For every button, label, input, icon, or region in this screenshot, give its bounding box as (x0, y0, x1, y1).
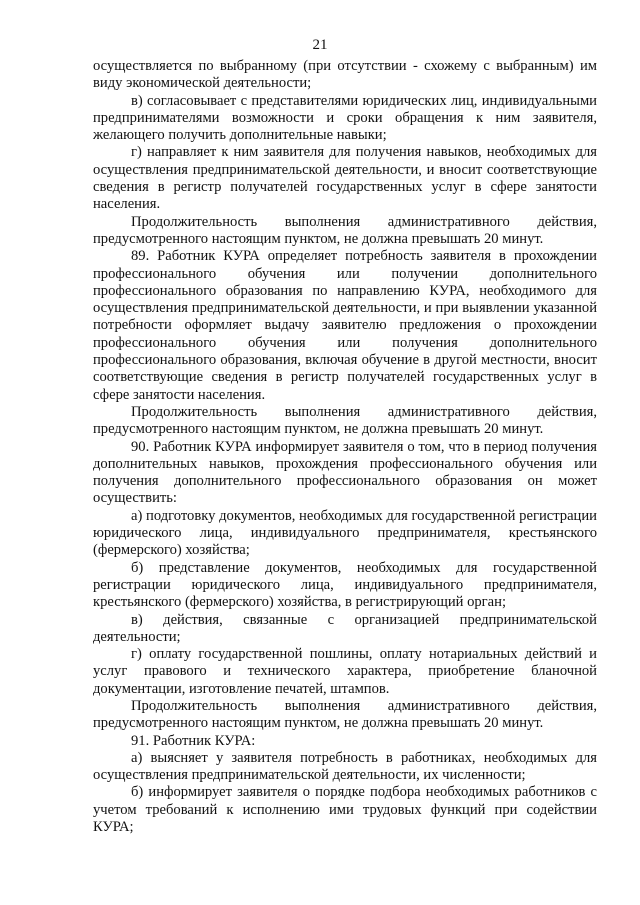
page-number: 21 (312, 37, 328, 53)
paragraph-clause-91: 91. Работник КУРА: (131, 732, 256, 749)
paragraph-duration: Продолжительность выполнения административного действия, предусмотренного настоящим пунктом, не должна превышать 20 минут. (93, 697, 597, 732)
paragraph-item-b: б) представление документов, необходимых для государственной регистрации юридического лица, индивидуального предпринимателя, крестьянского (фермерского) хозяйства, в регистрирующий орган; (93, 559, 597, 611)
paragraph-item-g: г) оплату государственной пошлины, оплату нотариальных действий и услуг правового и технического характера, приобретение бланочной документации, изготовление печатей, штампов. (93, 646, 597, 697)
paragraph-clause-89: 89. Работник КУРА определяет потребность заявителя в прохождении профессионального обучения или получении дополнительного профессионального образования по направлению КУРА, необходимого для осуществления предпринимательской деятельности, и при выявлении указанной потребности оформляет выдачу заявителю предложения о прохождении профессионального обучения или получения дополнительного профессионального образования, включая обучение в другой местности, вносит соответствующие сведения в регистр получателей государственных услуг в сфере занятости населения. (93, 248, 597, 403)
paragraph-item-v: в) действия, связанные с организацией предпринимательской деятельности; (93, 611, 597, 645)
paragraph-item-a: а) подготовку документов, необходимых для государственной регистрации юридического лица, индивидуального предпринимателя, крестьянского (фермерского) хозяйства; (93, 507, 597, 559)
paragraph-clause-90: 90. Работник КУРА информирует заявителя о том, что в период получения дополнительных навыков, прохождения профессионального обучения или получения дополнительного профессионального образования он может осуществить: (93, 438, 597, 507)
document-body (93, 58, 597, 836)
paragraph-item-a: а) выясняет у заявителя потребность в работниках, необходимых для осуществления предпринимательской деятельности, их численности; (93, 749, 597, 784)
paragraph-continuation: осуществляется по выбранному (при отсутствии - схожему с выбранным) им виду экономической деятельности; (93, 58, 597, 92)
paragraph-item-g: г) направляет к ним заявителя для получения навыков, необходимых для осуществления предпринимательской деятельности, и вносит соответствующие сведения в регистр получателей государственных услуг в сфере занятости населения. (93, 144, 597, 213)
paragraph-item-b: б) информирует заявителя о порядке подбора необходимых работников с учетом требований к исполнению ими трудовых функций при содействии КУРА; (93, 784, 597, 836)
paragraph-item-v: в) согласовывает с представителями юридических лиц, индивидуальными предпринимателями возможности и сроки обращения к ним заявителя, желающего получить дополнительные навыки; (93, 92, 597, 144)
paragraph-duration: Продолжительность выполнения административного действия, предусмотренного настоящим пунктом, не должна превышать 20 минут. (93, 213, 597, 247)
paragraph-duration: Продолжительность выполнения административного действия, предусмотренного настоящим пунктом, не должна превышать 20 минут. (93, 403, 597, 438)
